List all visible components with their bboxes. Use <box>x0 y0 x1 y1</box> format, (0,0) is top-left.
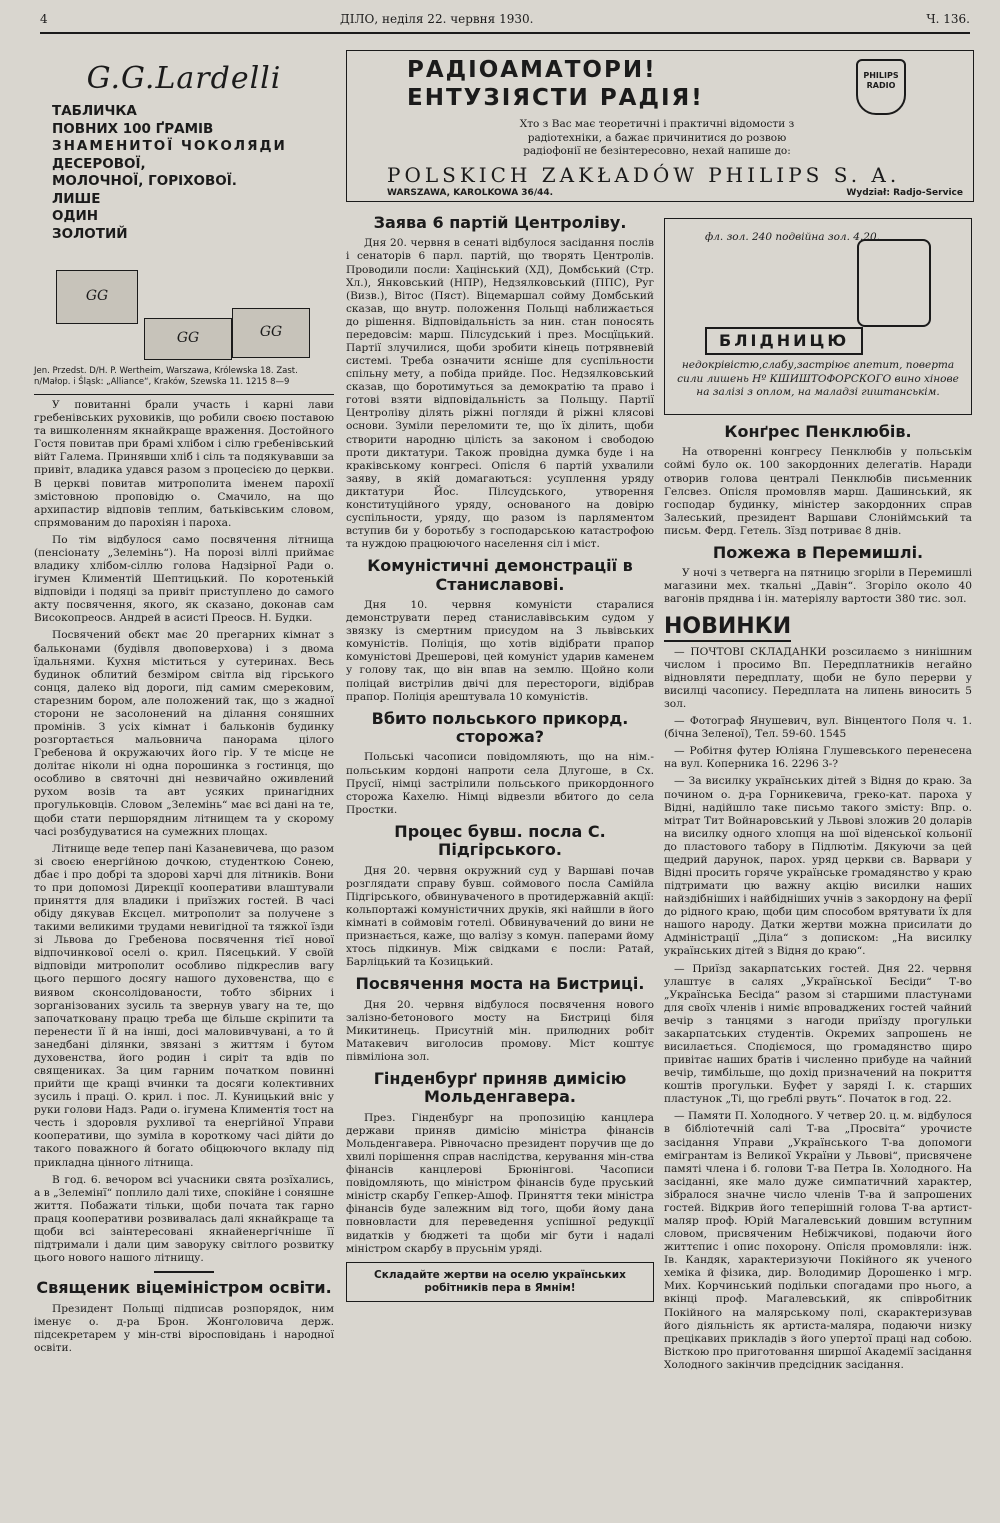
article-paragraph: В год. 6. вечором всі учасники свята розїхались, а в „Зелемінї“ поплило далі тихе, спокійне і соняшне життя. Побажати тільки, щоби почата так гарно праця кооперативи розвивалась далі якнайкраще та щоби всі заінтересовані якнайенергічніше її підтримали і дали цим заворуку світлого розвитку цього нового нашого літнищу. <box>34 1173 334 1265</box>
column-middle <box>346 208 654 1302</box>
ad-line: ТАБЛИЧКА <box>52 103 137 120</box>
ad-text: Хто з Вас має теоретичні і практичні відомости з радіотехніки, а бажає причинитися до розвою радіофонії не безінтересовно, нехай напише до: <box>519 118 795 158</box>
news-item: — Приїзд закарпатських гостей. Дня 22. червня улаштує в салях „Української Бесіди“ Т-во „Українська Бесіда“ разом зі старшими пластунами для своїх членів і ниміє впроваджених гостей чайний вечір з танцями з нагоди приїзду прогульки закарпатських студентів. Окремих запрошень не висилається. Сподіємося, що громадянство щиро привітає наших братів і численно прибуде на чайний вечір, тимбільше, що дохід призначений на покриття коштів прогульки. Буфет у заряді І. к. старших пластунок „Ті, що греблі рвуть“. Початок в год. 22. <box>664 962 972 1106</box>
column-left <box>34 40 334 1359</box>
philips-ad <box>346 50 974 202</box>
headline: Посвячення моста на Бистриці. <box>355 974 645 994</box>
headline: Комуністичні демонстрації в Станиславові. <box>367 556 633 594</box>
masthead-line: ДІЛО, неділя 22. червня 1930. <box>340 12 534 26</box>
lardelli-logo: G.G.Lardelli <box>86 61 282 96</box>
issue-number: Ч. 136. <box>926 12 970 26</box>
article-paragraph: Дня 20. червня в сенаті відбулося засідання послів і сенаторів 6 парл. партій, що творять Центролів. Проводили посли: Хацінський (ХД), Домбський (Стр. Хл.), Янковський (НПР), Недзялковський (ППС), Руг (Визв.), Вітос (Пяст). Віцемаршал сойму Домбський сказав, що внутр. положення Польщі наближається до рішення. Відповідальність за нин. стан поносять передовсім: марш. Пілсудський і през. Мосцїцький. Партії злучилися, щоби зробити кінець потрявневій системі. Треба означити ясніше для суспільности спільну мету, а побіда прийде. Пос. Недзялковський сказав, що боротимуться за демократію та право і готові взяти відповідальність за Польщу. Партії Центроліву ділять ріжні погляди й ріжні клясові основи. Зуміли переломити те, що їх ділить, щоби створити народню цілість за законом і свободою проти диктатури. Також провідна думка буде і на краківському конгресі. Опісля 6 партій ухвалили заяву, в якій домагаються: усуплення уряду диктатури Йос. Пілсудського, утворення конституційного уряду, основаного на довірю суспільности, уряду, що разом із парляментом вступив би у боротьбу з господарською катастрофою та нуждою працюючого населення сіл і міст. <box>346 237 654 551</box>
donation-ad: Складайте жертви на оселю українських робітників пера в Ямнім! <box>346 1262 654 1302</box>
article-paragraph: На отворенні конгресу Пенклюбів у польськім соймі було ок. 100 закордонних делегатів. Наради отворив голова централі Пенклюбів письменник Гелсвез. Опісля промовляв марш. Дашинський, як господар будинку, міністер закордонних справ Залеський, президент Варшави Слоніймський та письм. Ферд. Гетель. Зїзд потриває 8 днів. <box>664 446 972 537</box>
headline: Заява 6 партій Центроліву. <box>373 213 627 232</box>
news-item: — ПОЧТОВІ СКЛАДАНКИ розсилаємо з нинішним числом і просимо Вп. Передплатників негайно відновляти передплату, щоби не було перерви у висилці часопису. Передплата на липень виносить 5 зол. <box>664 645 972 711</box>
article-paragraph: У ночі з четверга на пятницю згоріли в Перемишлі магазини мех. ткальні „Давін“. Згоріло около 40 вагонів пряднва і ін. матеріялу вартости 380 тис. зол. <box>664 567 972 606</box>
ad-tagline: недокрівістю,слабу,застріює апетит, поверта сили лишень Нº КШИШТОФОРСКОГО вино хінове на залізі з оплом, на маладзі гиштанськім. <box>677 359 959 399</box>
ad-dept: Wydział: Radjo-Service <box>846 187 963 198</box>
article-paragraph: Дня 20. червня відбулося посвячення нового залізно-бетонового мосту на Бистриці біля Микитинець. Присутній мін. прилюдних робіт Матакевич виголосив промову. Міст коштує півміліона зол. <box>346 998 654 1063</box>
ad-line: ЗНАМЕНИТОЇ ЧОКОЛЯДИ <box>52 138 287 155</box>
ad-line: ЛИШЕ <box>52 190 101 207</box>
article-paragraph: През. Гінденбург на пропозицію канцлера держави приняв димісію міністра фінансів Мольденгавера. Рівночасно президент поручив ще до хвилі порішення справ наслідства, керування мін-ства фінансів канцлерові Брюнінгові. Часописи повідомляють, що міністром фінансів буде пруський міністр скарбу Гепкер-Ашоф. Приняття теки міністра фінансів буде залежним від того, щоби йому дана повновласти для переведення успішної редукції видатків у бюджеті та щоби міг бути і надалі міністром скарбу в прусьнім уряді. <box>346 1111 654 1255</box>
article-paragraph: Президент Польщі підписав розпорядок, ним іменує о. д-ра Брон. Жонголовича держ. підсекретарем у мін-стві віросповідань і народної освіти. <box>34 1302 334 1354</box>
ad-line: МОЛОЧНОЇ, ГОРІХОВОЇ. <box>52 173 237 190</box>
ad-company: POLSKICH ZAKŁADÓW PHILIPS S. A. <box>387 163 901 188</box>
ad-line: ПОВНИХ 100 ҐРАМІВ <box>52 120 214 137</box>
headline: Конґрес Пенклюбів. <box>724 422 912 441</box>
article-paragraph: По тім відбулося само посвячення літнища (пенсіонату „Зелемінь“). На порозі віллі приймає владику хлібом-сіллю голова Надзірної Ради о. ігумен Климентій Шептицький. По коротенькій відповіди і подяці за привіт приступлено до самого акту посвячення, якого, як сказано, доконав сам Високопреосв. Андрей в асисті Преосв. Н. Будки. <box>34 533 334 625</box>
ad-price: фл. зол. 240 подвійна зол. 4.20. <box>705 231 880 243</box>
ad-line: ДЕСЕРОВОЇ, <box>52 155 146 172</box>
ad-title: РАДІОАМАТОРИ! <box>407 57 657 83</box>
news-item: — Фотограф Янушевич, вул. Вінцентого Поля ч. 1. (бічна Зеленої), Тел. 59-60. 1545 <box>664 715 972 741</box>
ad-address: WARSZAWA, KAROLKOWA 36/44. <box>387 187 554 198</box>
news-item: — За висилку українських дітей з Відня до краю. За почином о. д-ра Горникевича, греко-кат. пароха у Відні, надійшло таке письмо такого змісту: Впр. о. мітрат Тит Войнаровський у Львові зложив 20 доларів на висилку одного хлопця на шої віденської кольонії до пластового табору в Підлютім. Дякуючи за цей щедрий дарунок, парох. уряд церкви св. Варвари у Відні просить горяче українське громадянство у краю підтримати цю важну акцію висилки наших найздібніших і найбідніших учнів з закордону на ферії до рідного краю, щоби цим способом врятувати їх для нашого народу. Датки жертви можна присилати до Адміністрації „Діла“ з дописком: „На висилку українських дітей з Відня до краю“. <box>664 775 972 958</box>
section-title: НОВИНКИ <box>664 613 791 642</box>
news-item: — Памяти П. Холодного. У четвер 20. ц. м. відбулося в бібліотечній салі Т-ва „Просвіта“ урочисте засідання Управи „Українського Т-ва допомоги емігрантам із Великої України у Львові“, присвячене памяті члена і б. голови Т-ва Петра Ів. Холодного. На засіданні, яке мало дуже симпатичний характер, зібралося значне число членів Т-ва й запрошених гостей. Відкрив його теперішній голова Т-ва артист-маляр проф. Юрій Магалевський довшим вступним словом, присвяченим Небіжчикові, подаючи його життєпис і опис похорону. Опісля промовляли: інж. Ів. Кандяк, характеризуючи Покійного як ученого хеміка й фізика, дир. Володимир Дорошенко і мгр. Мих. Корчинський подільки спогадами про нього, а вкінці проф. Магалевський, як співробітник Покійного на малярському полі, скарактеризував його діяльність як артиста-маляра, подаючи низку прецікавих прикладів з його упертої праці над собою. Вісткою про приготовання ширшої Академії засідання Холодного закінчив предсідник засідання. <box>664 1110 972 1371</box>
news-item: — Робітня футер Юліяна Глушевського перенесена на вул. Коперника 16. 2296 3-? <box>664 745 972 771</box>
chocolate-bar-icon: GG <box>232 308 310 358</box>
article-paragraph: Польські часописи повідомляють, що на нім.-польським кордоні напроти села Длугоше, в Сх. Прусії, німці застрілили польського прикордонного сторожа Кахелю. Німці відвезли вбитого до села Простки. <box>346 751 654 816</box>
lardelli-ad <box>34 60 334 360</box>
lardelli-address: Jen. Przedst. D/H. P. Wertheim, Warszawa, Królewska 18. Zast. n/Małop. i Śląsk: „Alliance“, Kraków, Szewska 11. 1215 8—9 <box>34 366 298 388</box>
ad-line: ЗОЛОТИЙ <box>52 225 128 242</box>
ad-line: ОДИН <box>52 208 99 225</box>
ad-product-name: БЛІДНИЦЮ <box>705 327 863 355</box>
bottle-icon <box>857 239 931 327</box>
article-paragraph: Дня 20. червня окружний суд у Варшаві почав розглядати справу бувш. соймового посла Самійла Підгірського, обвинуваченого в протидержавній акції: кольпортажі комуністичних друків, які найшли в його кімнаті в соймовім готелі. Обвинувачений до вини не признається, каже, що валізу з комун. паперами йому хтось підкинув. Між свідками є посли: Ратай, Барліцький та Козицький. <box>346 864 654 969</box>
headline: Процес бувш. посла С. Підгірського. <box>394 821 606 860</box>
blidnitsya-ad <box>664 218 972 415</box>
article-paragraph: У повитанні брали участь і карні лави гребенівських руховиків, що робили своєю поставою та вишколенням якнайкраще враження. Достойного Гостя повитав при брамі хлібом і сілю гребенівський війт Галема. Принявши хліб і сіль та подякувавши за привіт, владика удався разом з процесією до церкви. В церкві повитав митрополита іменем парохії змістовною проповідю о. Смачило, на що архипастир відповів теплим, батьківським словом, спрямованим до парохіян і пароха. <box>34 399 334 529</box>
column-right <box>664 212 972 1376</box>
chocolate-bar-icon: GG <box>144 318 232 360</box>
headline: Священик віцеміністром освіти. <box>36 1278 332 1298</box>
ad-title: ЕНТУЗІЯСТИ РАДІЯ! <box>407 84 704 111</box>
headline: Пожежа в Перемишлі. <box>712 542 924 562</box>
headline: Вбито польського прикорд. сторожа? <box>371 708 629 747</box>
article-paragraph: Літнище веде тепер пані Казаневичева, що разом зі своєю енергійною дочкою, студенткою Сонею, дбає і про добрі та здорові харчі для літників. Вони то при допомозі Дирекції кооперативи влаштували приняття для владики і приїзжих гостей. В часі обіду дякував Ексцел. митрополит за получене з такими великими трудами невигідної та тяжкої їзди зі Львова до Гребенова посвячення тієї нової відпочинкової оселі о. крил. Пясецький. У своїй відповіди митрополит особливо підкреслив вагу цього першого досягу нашого духовенства, що є виявом сконсолідованости, тобто збірних і зорганізованих зусиль та звернув увагу на те, що започатковану працю треба ще більше скріпити та перенести її й на інші, досі маловивчувані, а то й занедбані ділянки, звязані з життям і бутом духовенства, його родин і сиріт та вдів по священиках. За цим гарним початком повинні прийти ще кращі вчинки та досяги колективних зусиль і праці. О. крил. і пос. Л. Куницький вніс у руки голови Надз. Ради о. ігумена Климентія тост на честь і здоровля рухливої та енергійної Управи кооперативи, що зуміла в короткому часі дійти до такого поважного й богато обіцюючого вкладу під прикладна цінного літнища. <box>34 842 334 1169</box>
article-paragraph: Дня 10. червня комуністи старалися демонструвати перед станиславівським судом у звязку із смертним присудом на 3 львівських комуністів. Поліція, що хотів відібрати прапор комуністові Дрешерові, цей комуніст ударив каменем у голову так, що він впав на землю. Щойно коли поліцай вистрілив двічі для перестороги, відібрав прапор. Поліція арештувала 10 комуністів. <box>346 599 654 703</box>
chocolate-bar-icon: GG <box>56 270 138 324</box>
article-paragraph: Посвячений обєкт має 20 прегарних кімнат з бальконами (будівля двоповерхова) і з двома їдальнями. Кухня міститься у сутеринах. Весь будинок облитий безміром світла від гірського сонця, далеко від дороги, під самим смерековим, старезним бором, але положений так, що з жадної сторони не засолонений на ділання соняшних промінів. З усіх кімнат і бальконів будинку розгортається мальовнича панорама цілого Гребенова й окружаючих його гір. У те місце не долітає ніколи ні одна порошинка з гостинця, що особливо в святочні дні незвичайно оживлений рухом возів та авт усяких принагідних прогульковців. Словом „Зелемінь“ має всі дані на те, щоби стати першорядним літнищем та у скорому часі розбудуватися на сумежних площах. <box>34 629 334 838</box>
headline: Гінденбурґ приняв димісію Мольденгавера. <box>373 1069 627 1107</box>
divider <box>154 1271 214 1273</box>
philips-logo-icon: PHILIPS RADIO <box>856 59 906 115</box>
page-number: 4 <box>40 12 48 26</box>
page-header <box>40 10 970 34</box>
